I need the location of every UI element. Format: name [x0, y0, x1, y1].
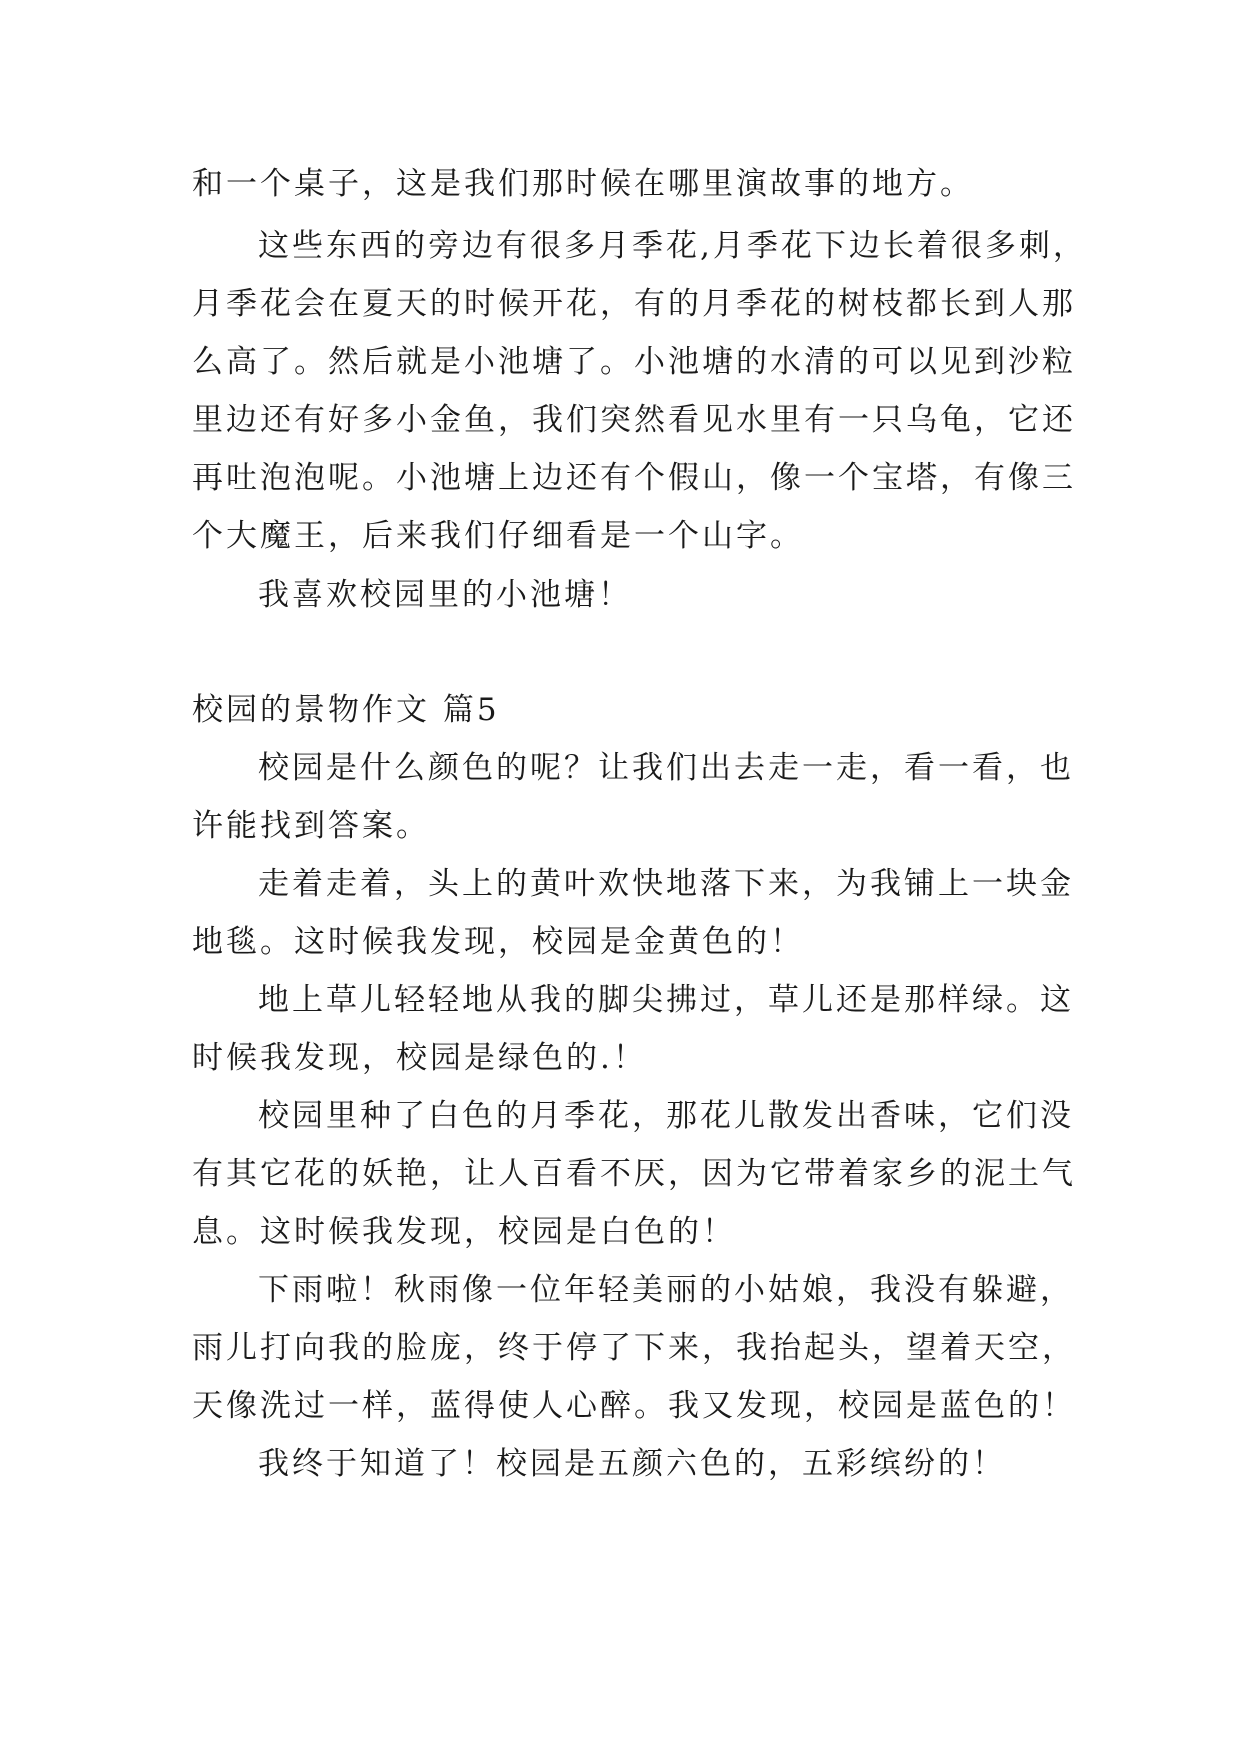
paragraph-line: 地上草儿轻轻地从我的脚尖拂过，草儿还是那样绿。这: [258, 982, 1074, 1018]
paragraph-line: 地毯。这时候我发现，校园是金黄色的！: [192, 924, 804, 960]
section-title: 校园的景物作文 篇5: [192, 692, 500, 728]
paragraph-line: 再吐泡泡呢。小池塘上边还有个假山，像一个宝塔，有像三: [192, 460, 1076, 496]
paragraph-line: 个大魔王，后来我们仔细看是一个山字。: [192, 518, 804, 554]
paragraph-line: 这些东西的旁边有很多月季花,月季花下边长着很多刺，: [258, 228, 1087, 264]
paragraph-line: 我喜欢校园里的小池塘！: [258, 577, 632, 613]
paragraph-line: 有其它花的妖艳，让人百看不厌，因为它带着家乡的泥土气: [192, 1156, 1076, 1192]
paragraph-line: 下雨啦！秋雨像一位年轻美丽的小姑娘，我没有躲避，: [258, 1272, 1074, 1308]
paragraph-line: 里边还有好多小金鱼，我们突然看见水里有一只乌龟，它还: [192, 402, 1076, 438]
paragraph-line: 我终于知道了！校园是五颜六色的，五彩缤纷的！: [258, 1446, 1006, 1482]
paragraph-line: 息。这时候我发现，校园是白色的！: [192, 1214, 736, 1250]
paragraph-line: 校园里种了白色的月季花，那花儿散发出香味，它们没: [258, 1098, 1074, 1134]
paragraph-line: 走着走着，头上的黄叶欢快地落下来，为我铺上一块金: [258, 866, 1074, 902]
paragraph-line: 天像洗过一样，蓝得使人心醉。我又发现，校园是蓝色的！: [192, 1388, 1076, 1424]
paragraph-line: 么高了。然后就是小池塘了。小池塘的水清的可以见到沙粒: [192, 344, 1076, 380]
paragraph-line: 雨儿打向我的脸庞，终于停了下来，我抬起头，望着天空，: [192, 1330, 1076, 1366]
paragraph-line: 和一个桌子，这是我们那时候在哪里演故事的地方。: [192, 166, 974, 202]
paragraph-line: 月季花会在夏天的时候开花，有的月季花的树枝都长到人那: [192, 286, 1076, 322]
paragraph-line: 时候我发现，校园是绿色的.！: [192, 1040, 647, 1076]
paragraph-line: 许能找到答案。: [192, 808, 430, 844]
paragraph-line: 校园是什么颜色的呢？让我们出去走一走，看一看，也: [258, 750, 1074, 786]
